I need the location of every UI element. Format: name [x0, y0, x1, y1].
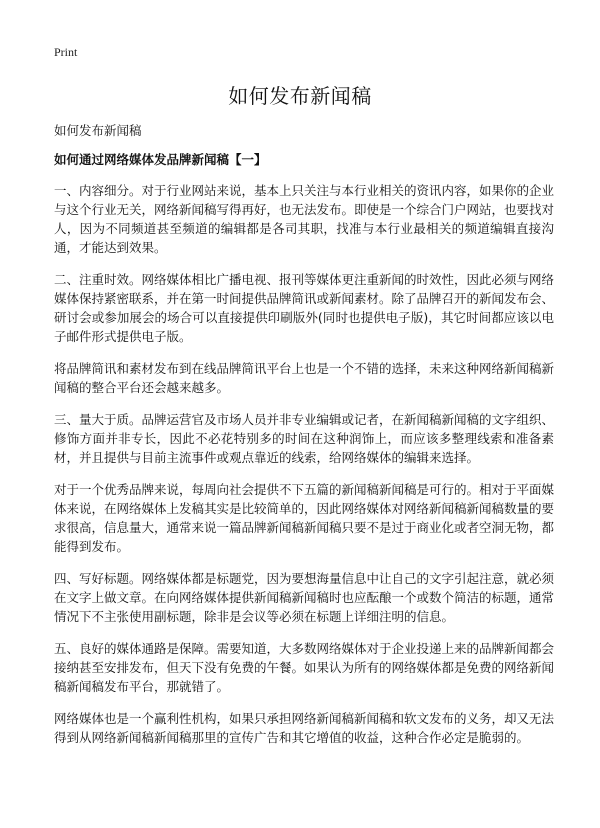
paragraph-profit-institution: 网络媒体也是一个赢利性机构，如果只承担网络新闻稿新闻稿和软文发布的义务，却又无法得到从网络新闻稿新闻稿那里的宣传广告和其它增值的收益，这种合作必定是脆弱的。 [54, 711, 555, 745]
document-subtitle: 如何发布新闻稿 [54, 123, 142, 138]
page-title: 如何发布新闻稿 [228, 84, 372, 108]
paragraph-media-channels: 五、良好的媒体通路是保障。需要知道，大多数网络媒体对于企业投递上来的品牌新闻都会接纳甚至安排发布，但天下没有免费的午餐。如果认为所有的网络媒体都是免费的网络新闻稿新闻稿发布平台，那就错了。 [54, 641, 555, 694]
paragraph-online-platform: 将品牌简讯和素材发布到在线品牌简讯平台上也是一个不错的选择，未来这种网络新闻稿新闻稿的整合平台还会越来越多。 [54, 361, 555, 395]
paragraph-timeliness: 二、注重时效。网络媒体相比广播电视、报刊等媒体更注重新闻的时效性，因此必须与网络媒体保持紧密联系，并在第一时间提供品牌简讯或新闻素材。除了品牌召开的新闻发布会、研讨会或参加展会的场合可以直接提供印刷版外(同时也提供电子版)，其它时间都应该以电子邮件形式提供电子版。 [54, 272, 555, 344]
section-heading: 如何通过网络媒体发品牌新闻稿【一】 [54, 152, 267, 167]
paragraph-content-segmentation: 一、内容细分。对于行业网站来说，基本上只关注与本行业相关的资讯内容，如果你的企业与这个行业无关，网络新闻稿写得再好，也无法发布。即使是一个综合门户网站，也要找对人，因为不同频道甚至频道的编辑都是各司其职，找准与本行业最相关的频道编辑直接沟通，才能达到效果。 [54, 183, 555, 255]
paragraph-quantity-over-quality: 三、量大于质。品牌运营官及市场人员并非专业编辑或记者，在新闻稿新闻稿的文字组织、修饰方面并非专长，因此不必花特别多的时间在这种润饰上，而应该多整理线索和准备素材，并且提供与目前主流事件或观点靠近的线索，给网络媒体的编辑来选择。 [54, 412, 555, 465]
paragraph-headlines: 四、写好标题。网络媒体都是标题党，因为要想海量信息中让自己的文字引起注意，就必须在文字上做文章。在向网络媒体提供新闻稿新闻稿时也应酝酿一个或数个简洁的标题，通常情况下不主张使用副标题，除非是会议等必须在标题上详细注明的信息。 [54, 571, 555, 624]
paragraph-weekly-output: 对于一个优秀品牌来说，每周向社会提供不下五篇的新闻稿新闻稿是可行的。相对于平面媒体来说，在网络媒体上发稿其实是比较简单的，因此网络媒体对网络新闻稿新闻稿数量的要求很高，信息量大，通常来说一篇品牌新闻稿新闻稿只要不是过于商业化或者空洞无物，都能得到发布。 [54, 482, 555, 554]
print-link[interactable]: Print [54, 45, 78, 59]
article-body [54, 181, 554, 760]
